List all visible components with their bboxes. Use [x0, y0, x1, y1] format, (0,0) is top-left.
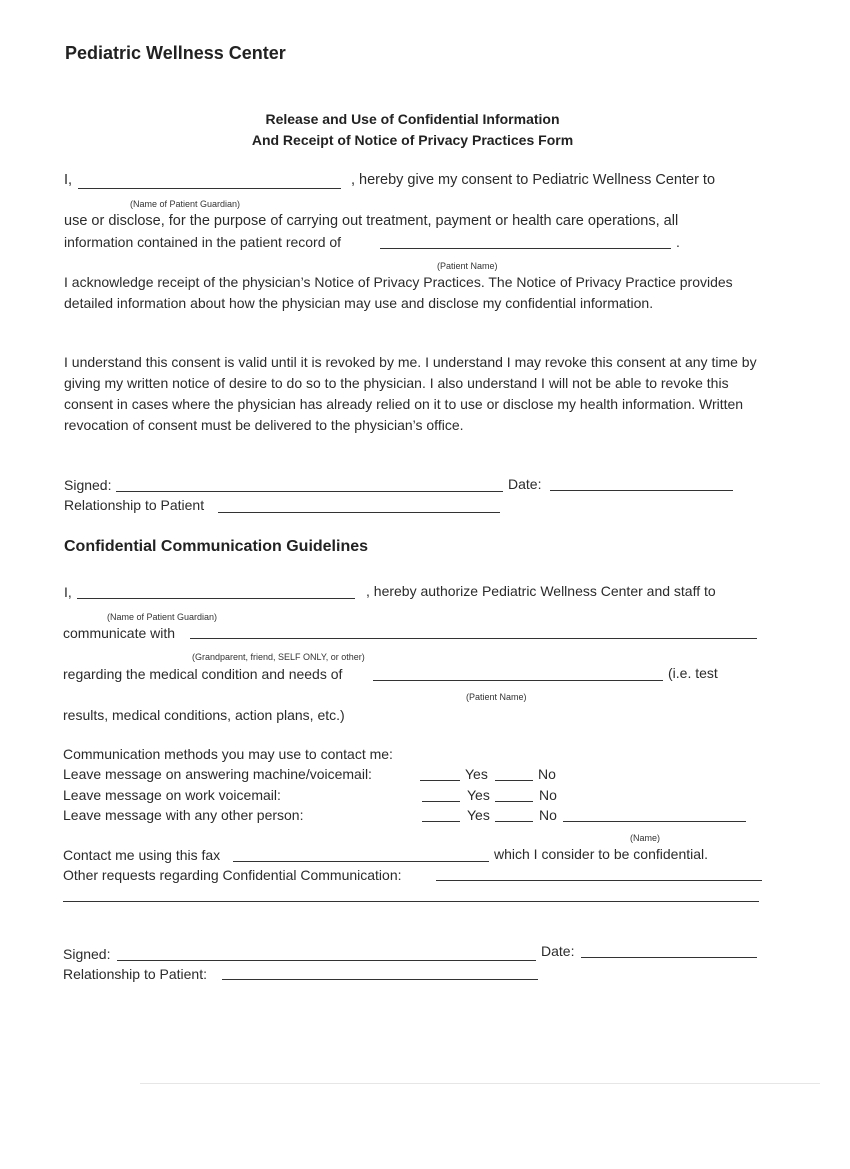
method-label-voicemail: Leave message on answering machine/voicemail: — [63, 766, 372, 782]
voicemail-no-field[interactable] — [495, 780, 533, 781]
other-person-no-field[interactable] — [495, 821, 533, 822]
signed-label: Signed: — [64, 477, 112, 493]
guardian-name-field[interactable] — [78, 188, 341, 189]
relationship-field-2[interactable] — [222, 979, 538, 980]
other-requests-field[interactable] — [436, 880, 762, 881]
guidelines-guardian-caption: (Name of Patient Guardian) — [107, 612, 218, 622]
other-requests-field-2[interactable] — [63, 901, 759, 902]
communicate-label: communicate with — [63, 625, 176, 641]
period: . — [676, 234, 680, 250]
work-no-field[interactable] — [495, 801, 533, 802]
scan-artifact-line — [140, 1083, 820, 1084]
relationship-label: Relationship to Patient — [64, 497, 205, 513]
fax-suffix: which I consider to be confidential. — [494, 846, 709, 862]
guidelines-heading: Confidential Communication Guidelines — [64, 538, 369, 555]
voicemail-yes-field[interactable] — [420, 780, 460, 781]
consent-text: , hereby give my consent to Pediatric Wellness Center to — [351, 172, 716, 188]
relationship-field[interactable] — [218, 512, 500, 513]
fax-field[interactable] — [233, 861, 489, 862]
work-yes-field[interactable] — [422, 801, 460, 802]
other-person-yes-label: Yes — [467, 807, 490, 823]
guidelines-patient-caption: (Patient Name) — [466, 692, 527, 702]
acknowledge-paragraph: I acknowledge receipt of the physician’s Notice of Privacy Practices. The Notice of Privacy Practice provides detailed information about how the physician may use and disclose my confidential information. — [64, 274, 733, 311]
regarding-label: regarding the medical condition and needs of — [63, 666, 343, 682]
guidelines-guardian-field[interactable] — [77, 598, 355, 599]
date-field-2[interactable] — [581, 957, 757, 958]
relationship-label-2: Relationship to Patient: — [63, 966, 207, 982]
use-disclose-text: use or disclose, for the purpose of carrying out treatment, payment or health care operations, all — [64, 213, 679, 229]
work-no-label: No — [539, 787, 557, 803]
org-name: Pediatric Wellness Center — [65, 43, 286, 63]
guardian-caption: (Name of Patient Guardian) — [130, 199, 241, 209]
signature-field-2[interactable] — [117, 960, 536, 961]
form-title-line1: Release and Use of Confidential Information — [265, 111, 560, 127]
other-person-name-field[interactable] — [563, 821, 746, 822]
authorize-text: , hereby authorize Pediatric Wellness Center and staff to — [366, 583, 716, 599]
name-caption: (Name) — [630, 833, 661, 843]
consent-i-label: I, — [64, 172, 73, 188]
method-label-work: Leave message on work voicemail: — [63, 787, 281, 803]
ie-text: (i.e. test — [668, 665, 718, 681]
other-requests-label: Other requests regarding Confidential Communication: — [63, 867, 402, 883]
communicate-field[interactable] — [190, 638, 757, 639]
fax-label: Contact me using this fax — [63, 847, 221, 863]
communicate-caption: (Grandparent, friend, SELF ONLY, or other) — [192, 652, 365, 662]
guidelines-patient-field[interactable] — [373, 680, 663, 681]
voicemail-no-label: No — [538, 766, 556, 782]
signed-label-2: Signed: — [63, 946, 111, 962]
date-label-2: Date: — [541, 943, 575, 959]
other-person-no-label: No — [539, 807, 557, 823]
date-label: Date: — [508, 476, 542, 492]
form-title-line2: And Receipt of Notice of Privacy Practices Form — [251, 132, 574, 148]
method-label-other-person: Leave message with any other person: — [63, 807, 304, 823]
guidelines-i-label: I, — [64, 584, 72, 600]
voicemail-yes-label: Yes — [465, 766, 488, 782]
other-person-yes-field[interactable] — [422, 821, 460, 822]
patient-record-text: information contained in the patient record of — [64, 234, 342, 250]
patient-name-field[interactable] — [380, 248, 671, 249]
methods-heading: Communication methods you may use to contact me: — [63, 746, 393, 762]
date-field[interactable] — [550, 490, 733, 491]
patient-caption: (Patient Name) — [437, 261, 498, 271]
signature-field[interactable] — [116, 491, 503, 492]
work-yes-label: Yes — [467, 787, 490, 803]
results-text: results, medical conditions, action plans, etc.) — [63, 707, 345, 723]
revocation-paragraph: I understand this consent is valid until it is revoked by me. I understand I may revoke this consent at any time by giving my written notice of desire to do so to the physician. I also understand I will not be able to revoke this consent in cases where the physician has already relied on it to use or disclose my health information. Written revocation of consent must be delivered to the physician’s office. — [64, 354, 757, 433]
